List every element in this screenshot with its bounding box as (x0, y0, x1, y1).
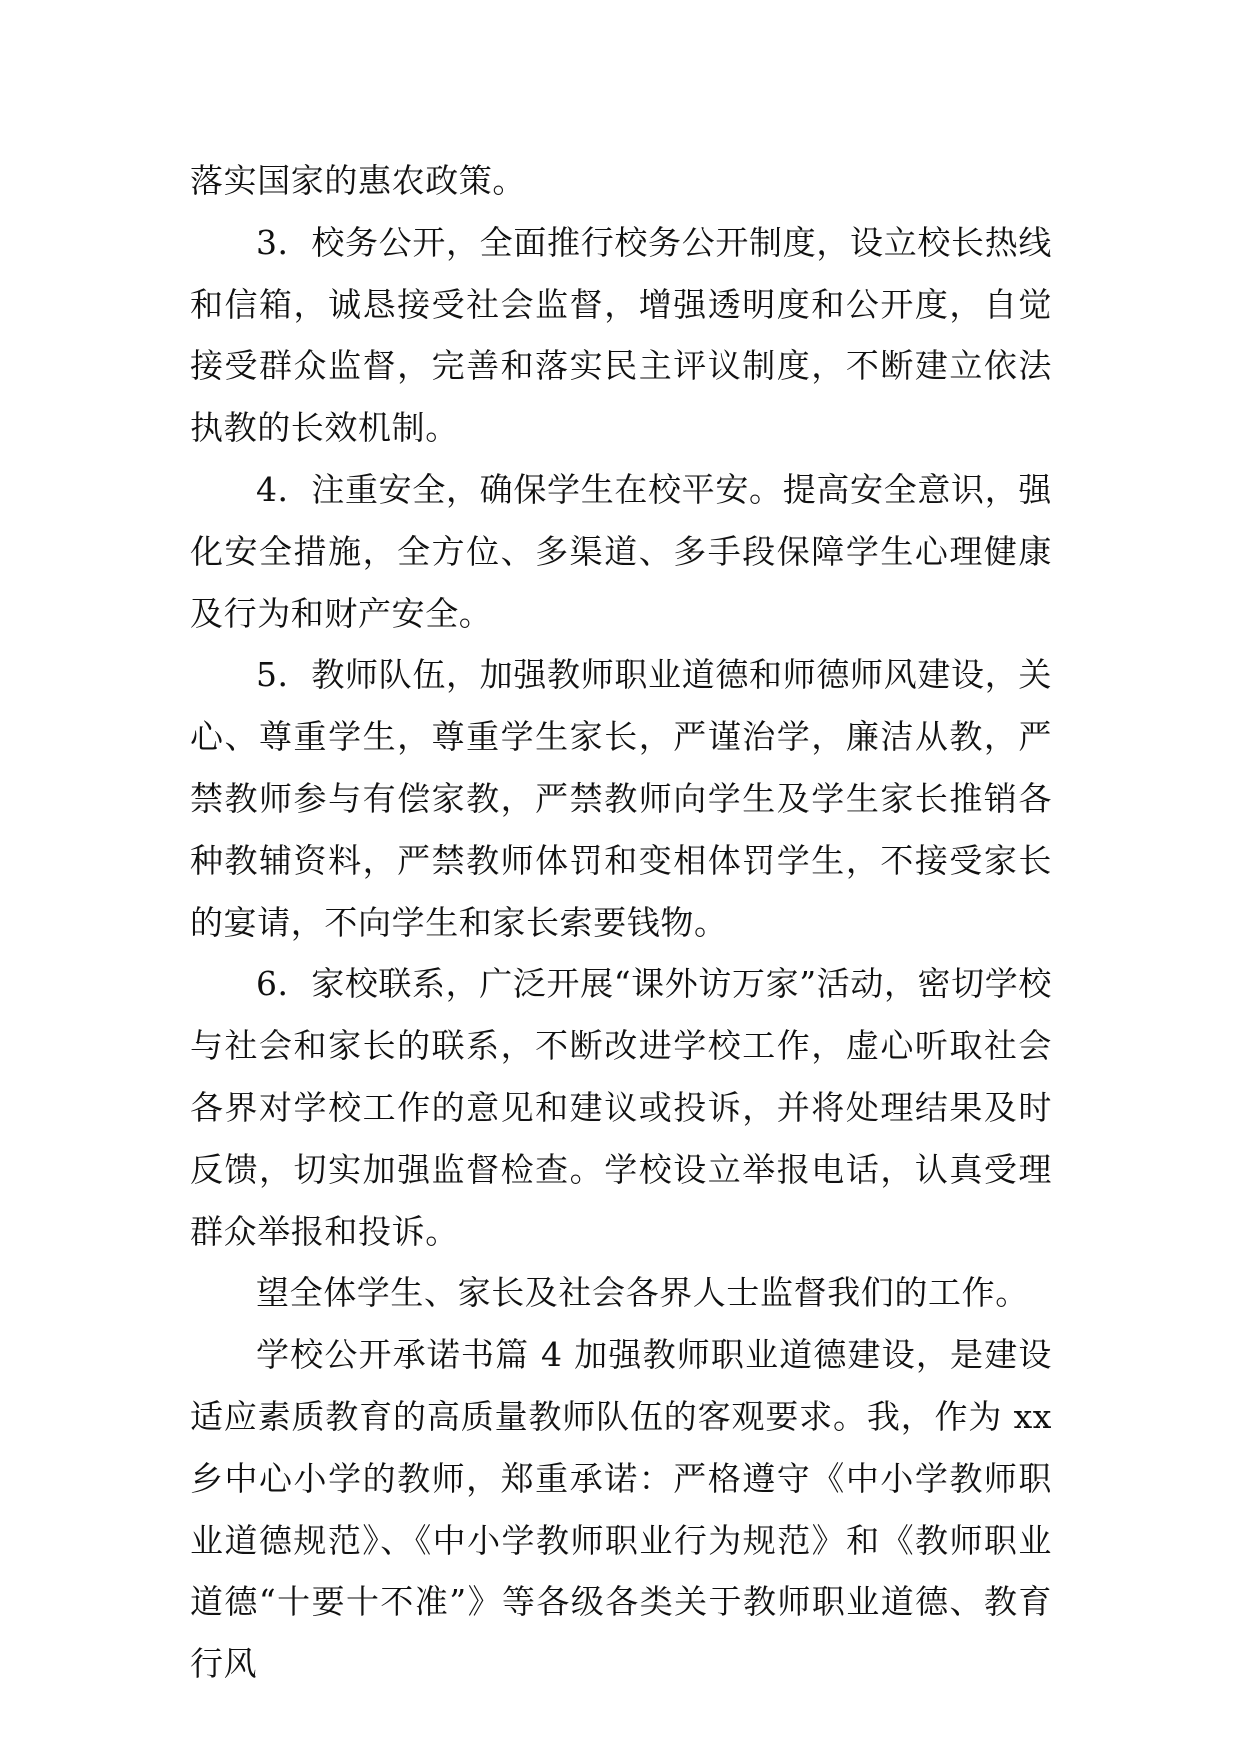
document-page (190, 150, 1052, 1695)
paragraph-closing: 望全体学生、家长及社会各界人士监督我们的工作。 (256, 1273, 1029, 1313)
paragraph-item-4: 4．注重安全，确保学生在校平安。提高安全意识，强化安全措施，全方位、多渠道、多手段保障学生心理健康及行为和财产安全。 (190, 469, 1052, 633)
paragraph-item-6: 6．家校联系，广泛开展“课外访万家”活动，密切学校与社会和家长的联系，不断改进学校工作，虚心听取社会各界对学校工作的意见和建议或投诉，并将处理结果及时反馈，切实加强监督检查。学校设立举报电话，认真受理群众举报和投诉。 (190, 964, 1052, 1251)
paragraph-continuation: 落实国家的惠农政策。 (190, 161, 526, 200)
paragraph-item-5: 5．教师队伍，加强教师职业道德和师德师风建设，关心、尊重学生，尊重学生家长，严谨治学，廉洁从教，严禁教师参与有偿家教，严禁教师向学生及学生家长推销各种教辅资料，严禁教师体罚和变相体罚学生，不接受家长的宴请，不向学生和家长索要钱物。 (190, 655, 1052, 942)
paragraph-item-3: 3．校务公开，全面推行校务公开制度，设立校长热线和信箱，诚恳接受社会监督，增强透明度和公开度，自觉接受群众监督，完善和落实民主评议制度，不断建立依法执教的长效机制。 (190, 222, 1052, 448)
paragraph-section-4: 学校公开承诺书篇 4 加强教师职业道德建设，是建设适应素质教育的高质量教师队伍的客观要求。我，作为 xx 乡中心小学的教师，郑重承诺：严格遵守《中小学教师职业道德规范》、《中小学教师职业行为规范》和《教师职业道德“十要十不准”》等各级各类关于教师职业道德、教育行风 (190, 1335, 1052, 1684)
